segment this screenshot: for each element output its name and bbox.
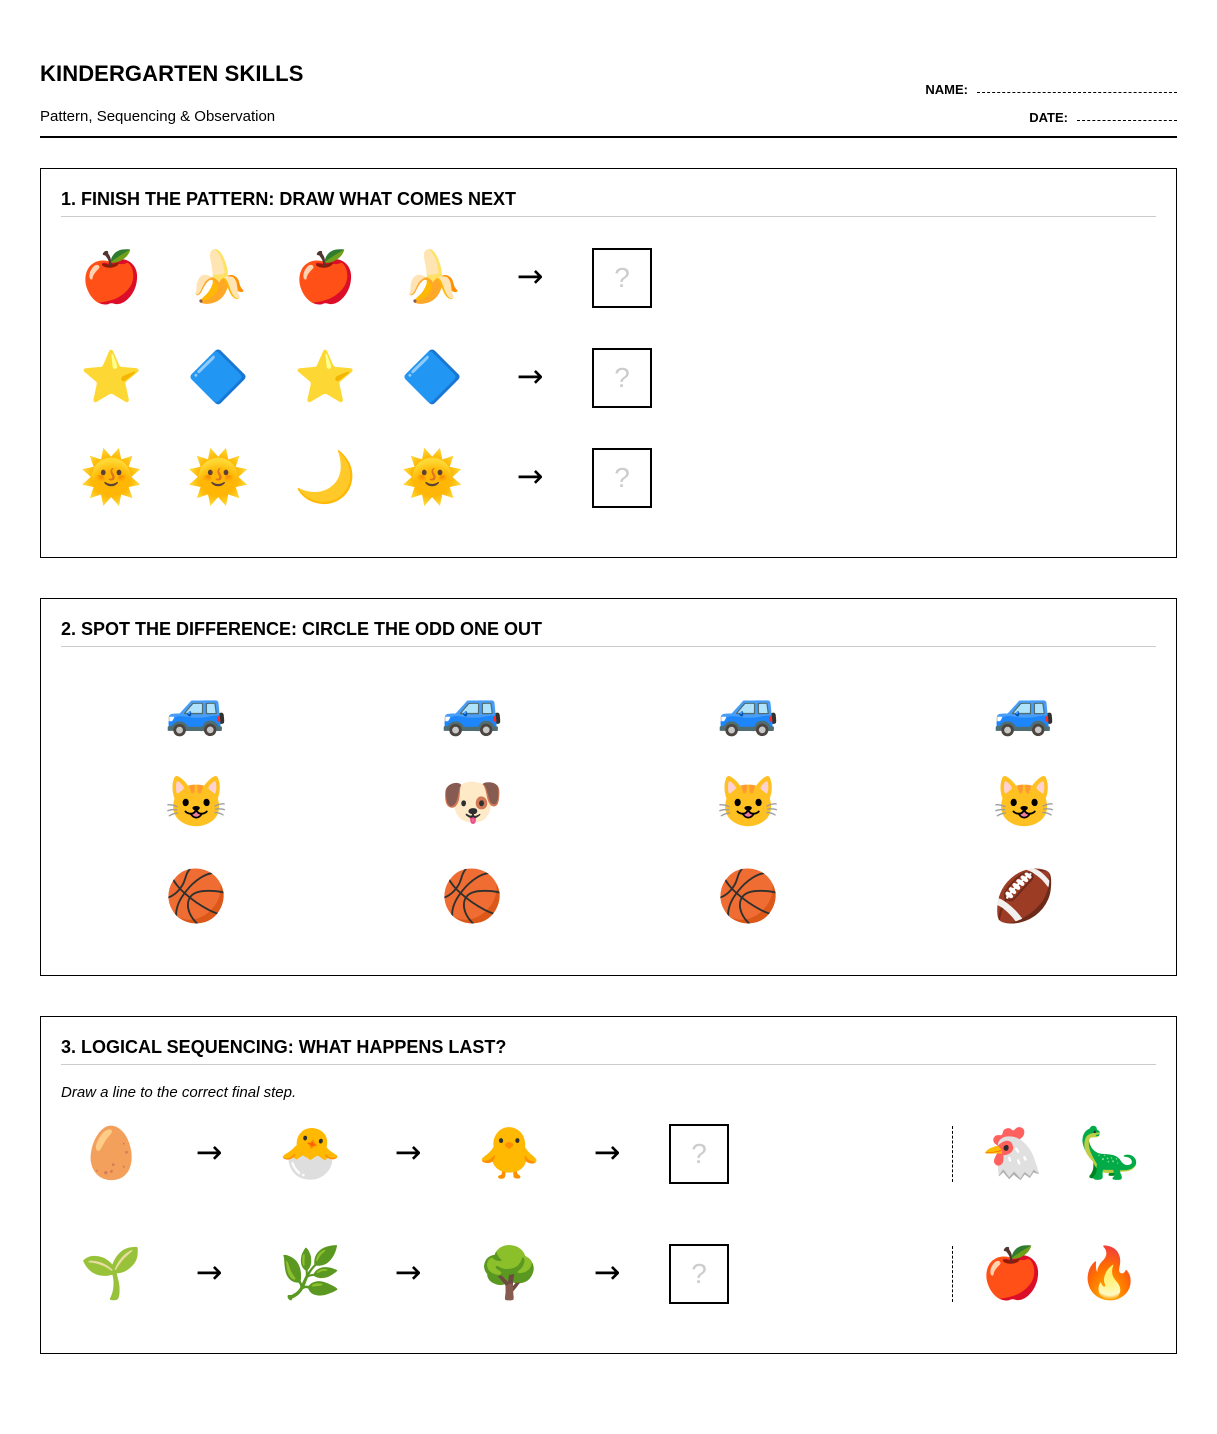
apple-icon: 🍎 (294, 249, 357, 307)
section-divider (61, 216, 1156, 217)
date-input-line[interactable] (1077, 120, 1177, 121)
answer-box[interactable]: ? (592, 348, 652, 408)
egg-icon: 🥚 (80, 1125, 143, 1183)
sun-icon: 🌞 (80, 449, 143, 507)
section-spot-difference (40, 598, 1177, 976)
arrow-right-icon: → (516, 457, 544, 495)
chicken-icon[interactable]: 🐔 (981, 1125, 1044, 1183)
arrow-right-icon: → (394, 1133, 422, 1171)
page-subtitle: Pattern, Sequencing & Observation (40, 108, 276, 125)
instruction-text: Draw a line to the correct final step. (61, 1084, 297, 1101)
date-field (1029, 110, 1177, 125)
section-title: 1. FINISH THE PATTERN: DRAW WHAT COMES NEXT (61, 189, 516, 209)
answer-box[interactable]: ? (669, 1244, 729, 1304)
cat-icon[interactable]: 😺 (717, 774, 780, 832)
worksheet-header (40, 56, 1177, 138)
blue-diamond-icon: 🔷 (187, 349, 250, 407)
apple-icon[interactable]: 🍎 (981, 1245, 1044, 1303)
name-label: NAME: (925, 82, 968, 97)
basketball-icon[interactable]: 🏀 (717, 868, 780, 926)
crescent-moon-icon: 🌙 (294, 449, 357, 507)
cat-icon[interactable]: 😺 (993, 774, 1056, 832)
sun-icon: 🌞 (187, 449, 250, 507)
choice-divider (952, 1126, 953, 1182)
page-title: KINDERGARTEN SKILLS (40, 61, 304, 86)
name-input-line[interactable] (977, 92, 1177, 93)
arrow-right-icon: → (195, 1133, 223, 1171)
banana-icon: 🍌 (401, 249, 464, 307)
sun-icon: 🌞 (401, 449, 464, 507)
branch-icon: 🌿 (279, 1245, 342, 1303)
name-field (925, 82, 1177, 97)
red-car-icon[interactable]: 🚙 (165, 681, 228, 739)
answer-box[interactable]: ? (669, 1124, 729, 1184)
section-title: 3. LOGICAL SEQUENCING: WHAT HAPPENS LAST? (61, 1037, 507, 1057)
section-pattern (40, 168, 1177, 558)
answer-box[interactable]: ? (592, 448, 652, 508)
arrow-right-icon: → (195, 1253, 223, 1291)
arrow-right-icon: → (516, 257, 544, 295)
section-sequencing (40, 1016, 1177, 1354)
arrow-right-icon: → (593, 1253, 621, 1291)
answer-box[interactable]: ? (592, 248, 652, 308)
dog-icon[interactable]: 🐶 (441, 774, 504, 832)
section-divider (61, 1064, 1156, 1065)
date-label: DATE: (1029, 110, 1068, 125)
fire-icon[interactable]: 🔥 (1078, 1245, 1141, 1303)
red-car-icon[interactable]: 🚙 (441, 681, 504, 739)
hatching-chick-icon: 🐣 (279, 1125, 342, 1183)
dinosaur-icon[interactable]: 🦕 (1078, 1125, 1141, 1183)
banana-icon: 🍌 (187, 249, 250, 307)
apple-icon: 🍎 (80, 249, 143, 307)
arrow-right-icon: → (593, 1133, 621, 1171)
section-divider (61, 646, 1156, 647)
blue-diamond-icon: 🔷 (401, 349, 464, 407)
blue-suv-icon[interactable]: 🚙 (717, 681, 780, 739)
section-title: 2. SPOT THE DIFFERENCE: CIRCLE THE ODD ONE OUT (61, 619, 543, 639)
red-car-icon[interactable]: 🚙 (993, 681, 1056, 739)
chick-icon: 🐥 (478, 1125, 541, 1183)
cat-icon[interactable]: 😺 (165, 774, 228, 832)
tree-icon: 🌳 (478, 1245, 541, 1303)
basketball-icon[interactable]: 🏀 (441, 868, 504, 926)
star-icon: ⭐ (80, 349, 143, 407)
star-icon: ⭐ (294, 349, 357, 407)
basketball-icon[interactable]: 🏀 (165, 868, 228, 926)
arrow-right-icon: → (516, 357, 544, 395)
seedling-icon: 🌱 (80, 1245, 143, 1303)
arrow-right-icon: → (394, 1253, 422, 1291)
football-icon[interactable]: 🏈 (993, 868, 1056, 926)
choice-divider (952, 1246, 953, 1302)
